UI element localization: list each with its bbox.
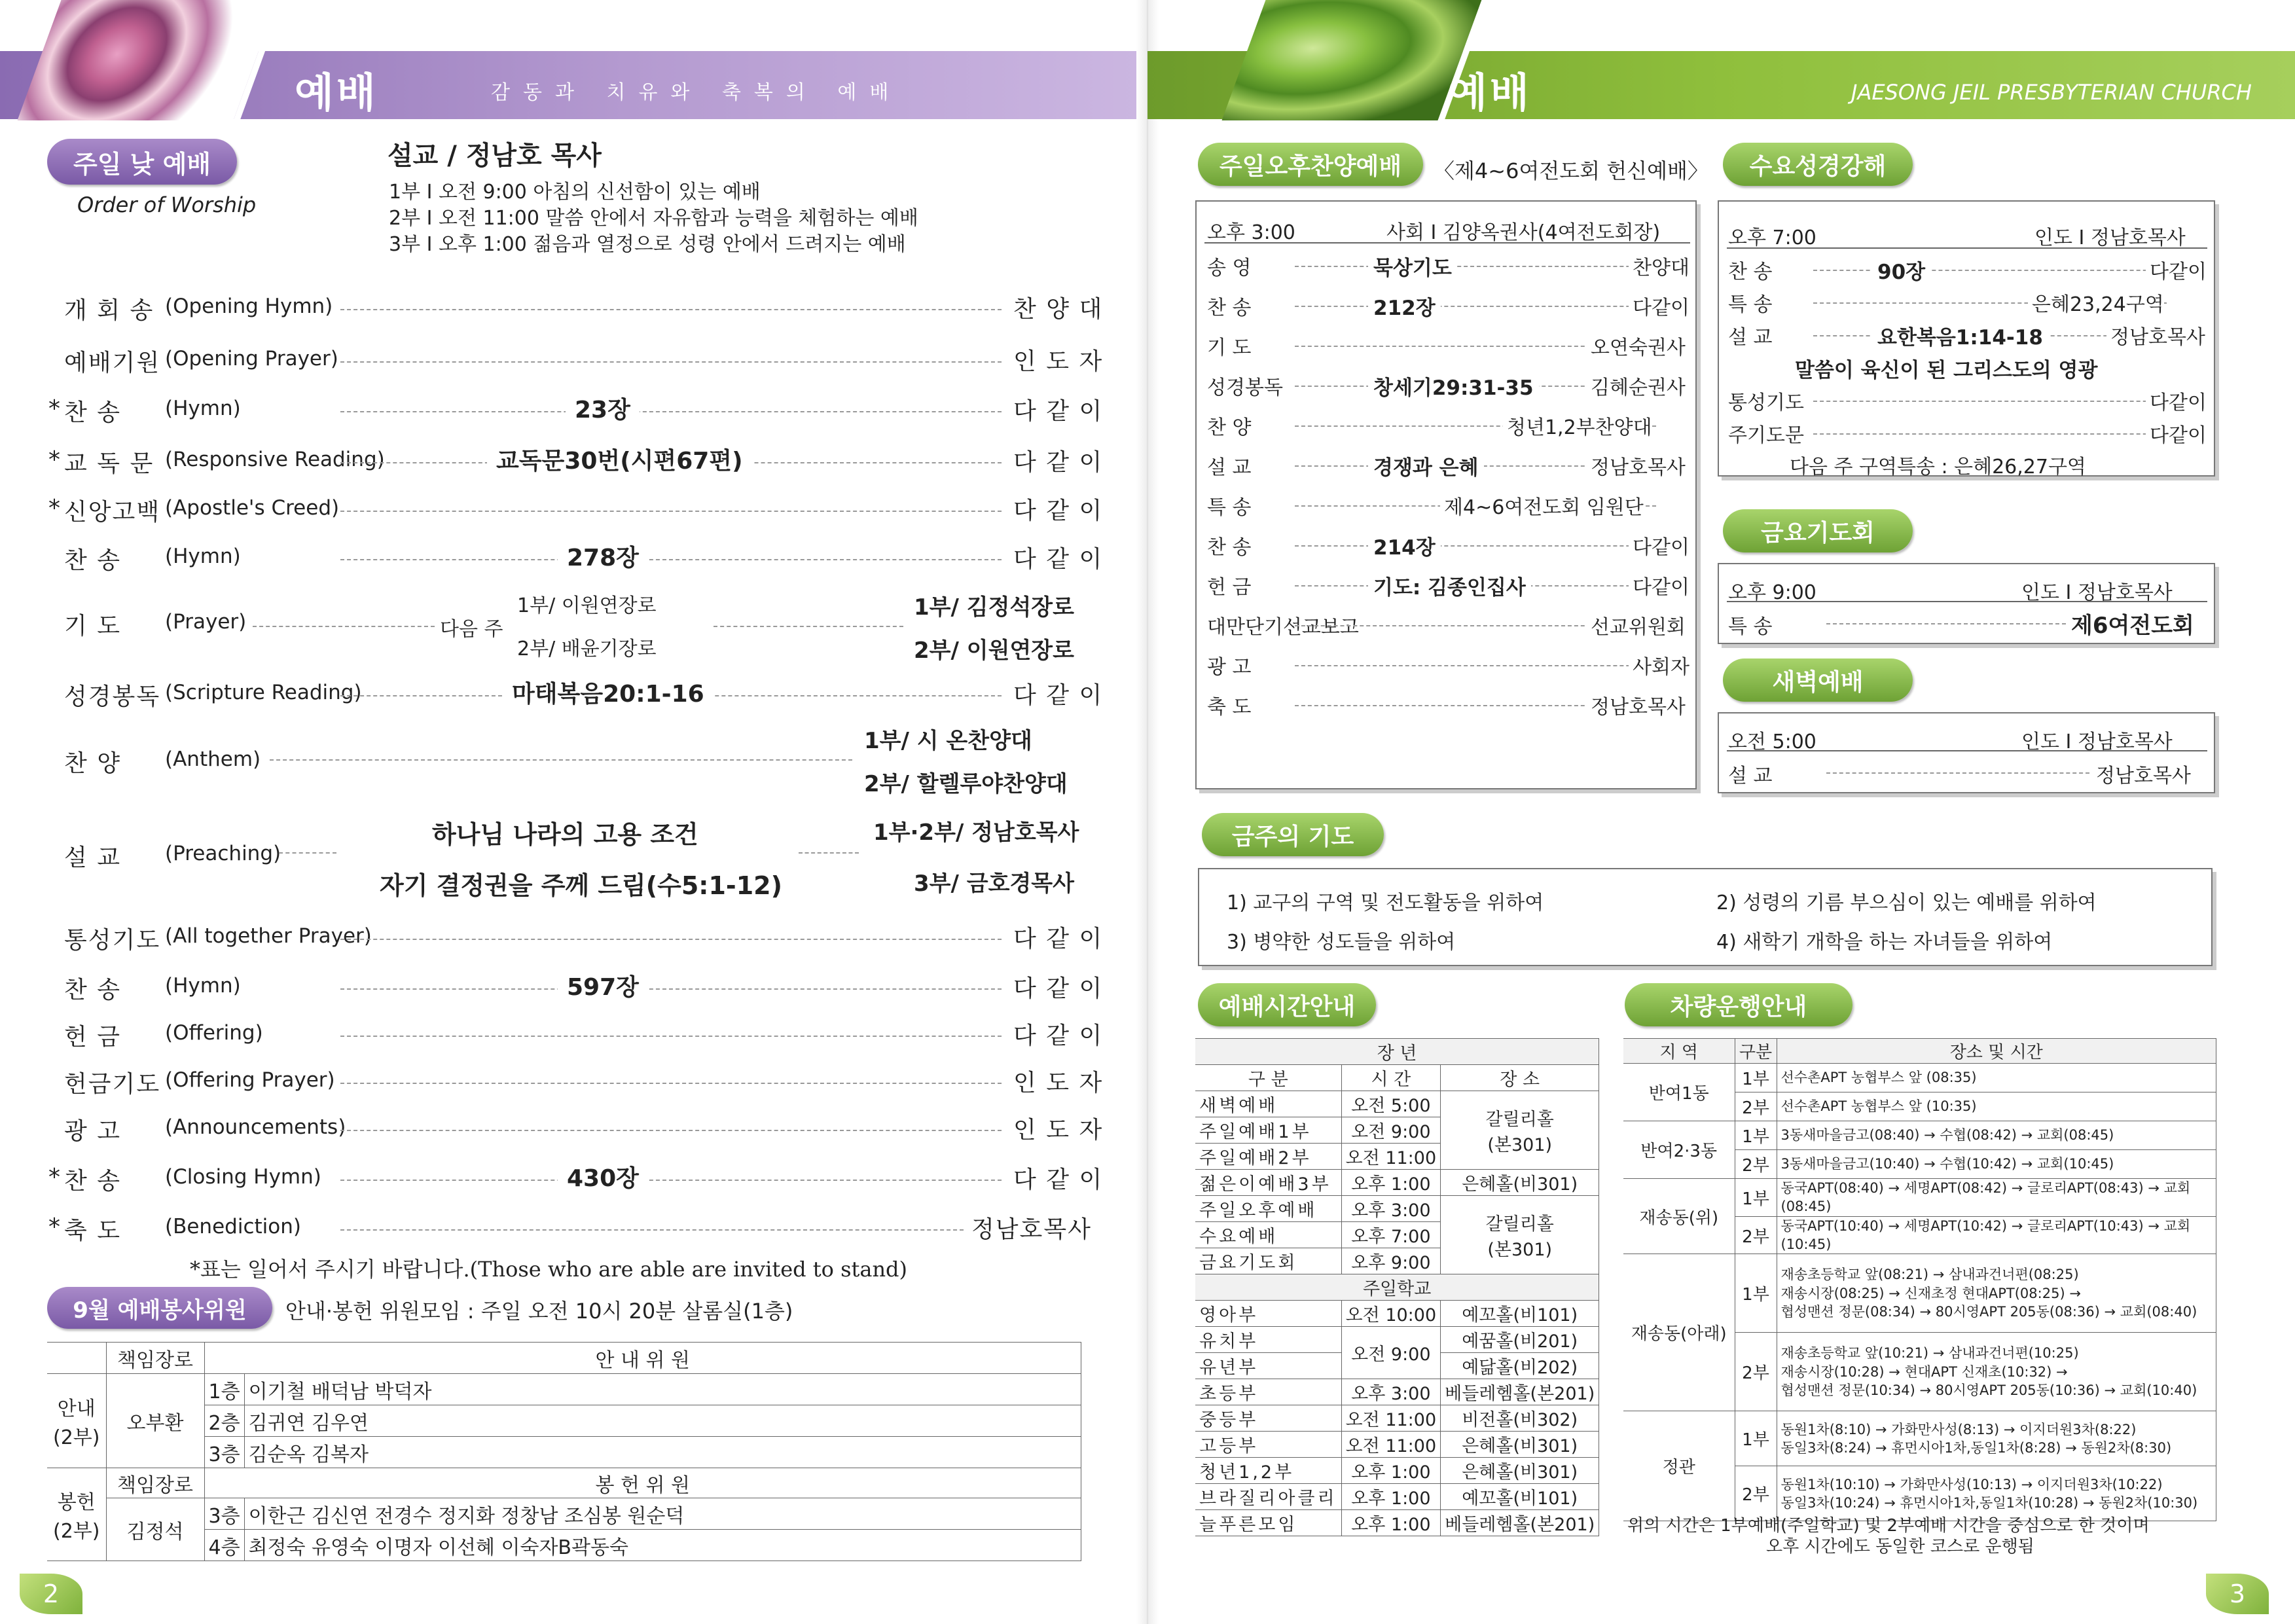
- order-item-english: (Anthem): [165, 748, 261, 771]
- order-item-english: (All together Prayer): [165, 924, 372, 948]
- afternoon-item-leader: 김혜순권사: [1587, 371, 1686, 400]
- divider: [1727, 601, 2207, 602]
- church-name: JAESONG JEIL PRESBYTERIAN CHURCH: [1851, 80, 2252, 105]
- school-time: 오전 9:00: [1341, 1327, 1441, 1379]
- order-item-name: 통성기도: [64, 927, 161, 954]
- schedule-time: 오후 7:00: [1341, 1222, 1441, 1248]
- school-place: 예꼬홀(비101): [1441, 1484, 1599, 1510]
- divider: [799, 852, 859, 854]
- school-place: 베들레헴홀(본201): [1441, 1510, 1599, 1536]
- standing-mark: *: [48, 1214, 62, 1240]
- school-time: 오후 3:00: [1341, 1379, 1441, 1405]
- order-item-name: 교 독 문: [64, 450, 154, 477]
- vehicle-part: 1부: [1735, 1064, 1777, 1092]
- order-item-detail: 430장: [558, 1160, 648, 1193]
- order-item-leader: 다 같 이: [1013, 393, 1103, 426]
- schedule-place: 은혜홀(비301): [1441, 1170, 1599, 1196]
- vehicle-table: [1623, 1038, 2216, 1521]
- vehicle-part: 1부: [1735, 1179, 1777, 1217]
- afternoon-item-leader: 청년1,2부찬양대: [1503, 411, 1652, 440]
- school-dept: 유치부: [1195, 1327, 1341, 1353]
- school-dept: 유년부: [1195, 1353, 1341, 1379]
- order-item-leader: 다 같 이: [1013, 541, 1103, 574]
- prayer-r2: 2부/ 이원연장로: [914, 638, 1074, 664]
- divider: [253, 626, 435, 627]
- order-item-leader: 정남호목사: [971, 1211, 1092, 1244]
- order-item-detail: 597장: [558, 969, 648, 1002]
- wednesday-item-leader: 다같이: [2146, 255, 2207, 284]
- divider: [1813, 270, 2167, 271]
- schedule-category: 금요기도회: [1195, 1248, 1341, 1274]
- school-dept: 고등부: [1195, 1432, 1341, 1458]
- afternoon-item-leader: 정남호목사: [1587, 451, 1686, 480]
- order-item-detail: 23장: [566, 391, 640, 425]
- page-number-left: 2: [20, 1574, 82, 1614]
- order-item-name: 기 도: [64, 613, 121, 640]
- schedule-category: 주일예배2부: [1195, 1144, 1341, 1170]
- afternoon-item-detail: 경쟁과 은혜: [1368, 451, 1484, 480]
- col-part: 구분: [1735, 1039, 1777, 1064]
- school-place: 은혜홀(비301): [1441, 1432, 1599, 1458]
- schedule-category: 주일오후예배: [1195, 1196, 1341, 1222]
- friday-leader: 인도 I 정남호목사: [2021, 581, 2173, 604]
- divider: [340, 1036, 1002, 1037]
- vehicle-pill: 차량운행안내: [1625, 983, 1852, 1026]
- vehicle-area: 정관: [1623, 1411, 1735, 1521]
- order-item-english: (Offering Prayer): [165, 1068, 335, 1092]
- dawn-item-name: 설 교: [1728, 765, 1773, 787]
- order-item-leader: 다 같 이: [1013, 1161, 1103, 1195]
- order-item-detail: 마태복음20:1-16: [503, 676, 714, 709]
- afternoon-time: 오후 3:00: [1207, 221, 1295, 244]
- vehicle-area: 반여2·3동: [1623, 1121, 1735, 1179]
- vehicle-route: 선수촌APT 농협부스 앞 (10:35): [1777, 1092, 2216, 1121]
- order-item-english: (Preaching): [165, 842, 281, 865]
- order-item-leader: 인 도 자: [1013, 1111, 1103, 1145]
- wednesday-item-leader: 다같이: [2146, 386, 2207, 415]
- dawn-time: 오전 5:00: [1728, 731, 1816, 753]
- school-time: 오후 1:00: [1341, 1484, 1441, 1510]
- anthem-r2: 2부/ 할렐루야찬양대: [864, 771, 1068, 797]
- afternoon-leader: 사회 I 김양옥권사(4여전도회장): [1386, 221, 1661, 244]
- divider: [270, 759, 852, 761]
- prayer-item: 4) 새학기 개학을 하는 자녀들을 위하여: [1716, 931, 2053, 954]
- afternoon-item-detail: 창세기29:31-35: [1368, 371, 1539, 401]
- school-time: 오전 10:00: [1341, 1301, 1441, 1327]
- order-item-name: 찬 양: [64, 750, 121, 777]
- wednesday-item-detail: 90장: [1872, 255, 1930, 285]
- vehicle-route: 재송초등학교 앞(10:21) → 삼내과건너편(10:25) 재송시장(10:28) → 현대APT 신재초(10:32) → 협성맨션 정문(10:34) → 80시영APT 205동(10:36) → 교회(10:40): [1777, 1333, 2216, 1411]
- order-item-leader: 찬 양 대: [1013, 291, 1103, 324]
- school-place: 비전홀(비302): [1441, 1405, 1599, 1432]
- school-dept: 중등부: [1195, 1405, 1341, 1432]
- school-dept: 청년1,2부: [1195, 1458, 1341, 1484]
- schedule-category: 수요예배: [1195, 1222, 1341, 1248]
- order-item-english: (Prayer): [165, 610, 247, 634]
- order-item-english: (Closing Hymn): [165, 1165, 321, 1189]
- prayer-item: 2) 성령의 기름 부으심이 있는 예배를 위하여: [1716, 892, 2097, 914]
- adult-header: 장 년: [1195, 1039, 1599, 1065]
- col-category: 구 분: [1195, 1065, 1341, 1091]
- afternoon-item-detail: 212장: [1368, 291, 1441, 321]
- col-route: 장소 및 시간: [1777, 1039, 2216, 1064]
- spacer-cell: [47, 1343, 106, 1374]
- school-dept: 초등부: [1195, 1379, 1341, 1405]
- standing-footnote: *표는 일어서 주시기 바랍니다.(Those who are able are invited to stand): [190, 1257, 908, 1282]
- afternoon-item-detail: 묵상기도: [1368, 251, 1457, 281]
- afternoon-item-leader: 찬양대: [1629, 251, 1690, 280]
- wednesday-item-leader: 다같이: [2146, 419, 2207, 448]
- vehicle-part: 2부: [1735, 1150, 1777, 1179]
- order-item-leader: 인 도 자: [1013, 343, 1103, 376]
- wednesday-leader: 인도 I 정남호목사: [2034, 226, 2186, 249]
- flower-image: [18, 0, 284, 120]
- schedule-time: 오후 1:00: [1341, 1170, 1441, 1196]
- school-place: 베들레헴홀(본201): [1441, 1379, 1599, 1405]
- divider: [1727, 247, 2207, 249]
- divider: [340, 511, 1002, 512]
- elder-header: 책임장로: [106, 1468, 204, 1498]
- names-cell: 김순옥 김복자: [244, 1437, 1081, 1468]
- vehicle-part: 2부: [1735, 1216, 1777, 1254]
- order-item-name: 축 도: [64, 1218, 121, 1244]
- wednesday-item-name: 설 교: [1728, 326, 1773, 349]
- weekly-prayer-pill: 금주의 기도: [1202, 813, 1384, 856]
- school-time: 오후 1:00: [1341, 1458, 1441, 1484]
- order-item-detail: 278장: [558, 539, 648, 573]
- offer-elder: 김정석: [106, 1498, 204, 1561]
- school-place: 은혜홀(비301): [1441, 1458, 1599, 1484]
- order-item-name: 예배기원: [64, 350, 161, 376]
- order-item-name: 개 회 송: [64, 297, 154, 324]
- order-item-leader: 다 같 이: [1013, 492, 1103, 526]
- standing-mark: *: [48, 446, 62, 473]
- order-item-english: (Hymn): [165, 545, 241, 568]
- afternoon-item-detail: 214장: [1368, 531, 1441, 560]
- order-item-name: 찬 송: [64, 399, 121, 426]
- preaching-r1: 1부·2부/ 정남호목사: [873, 820, 1079, 846]
- order-item-leader: 다 같 이: [1013, 444, 1103, 477]
- order-item-name: 신앙고백: [64, 499, 161, 526]
- wednesday-next: 다음 주 구역특송 : 은혜26,27구역: [1790, 456, 2086, 478]
- school-dept: 영아부: [1195, 1301, 1341, 1327]
- preaching-r2: 3부/ 금호경목사: [914, 871, 1074, 897]
- afternoon-item-name: 설 교: [1207, 456, 1252, 479]
- afternoon-item-name: 축 도: [1207, 696, 1252, 719]
- volunteer-pill: 9월 예배봉사위원: [47, 1287, 272, 1329]
- vehicle-route: 동원1차(10:10) → 가화만사성(10:13) → 이지더원3차(10:22) 동일3차(10:24) → 휴먼시아1차,동일1차(10:28) → 동원2차(10:30): [1777, 1466, 2216, 1521]
- divider: [279, 852, 336, 854]
- divider: [340, 1130, 1002, 1131]
- vehicle-area: 재송동(아래): [1623, 1254, 1735, 1411]
- names-cell: 이기철 배덕남 박덕자: [244, 1374, 1081, 1405]
- friday-item-name: 특 송: [1728, 615, 1773, 638]
- names-cell: 이한근 김신연 전경수 정지화 정창남 조심봉 원순덕: [244, 1498, 1081, 1530]
- wednesday-item-name: 통성기도: [1728, 391, 1804, 414]
- afternoon-note: 〈제4~6여전도회 헌신예배〉: [1434, 158, 1708, 183]
- preaching-title-1: 하나님 나라의 고용 조건: [432, 820, 698, 849]
- schedule-time: 오전 9:00: [1341, 1117, 1441, 1144]
- afternoon-item-name: 성경봉독: [1207, 376, 1283, 399]
- afternoon-worship-pill: 주일오후찬양예배: [1198, 143, 1423, 186]
- afternoon-item-name: 찬 송: [1207, 536, 1252, 559]
- order-item-leader: 다 같 이: [1013, 1017, 1103, 1051]
- order-item-name: 헌 금: [64, 1024, 121, 1051]
- afternoon-item-name: 광 고: [1207, 656, 1252, 679]
- divider: [340, 988, 1002, 990]
- vehicle-route: 3동새마을금고(10:40) → 수협(10:42) → 교회(10:45): [1777, 1150, 2216, 1179]
- afternoon-item-leader: 다같이: [1629, 571, 1690, 600]
- vehicle-route: 재송초등학교 앞(08:21) → 삼내과건너편(08:25) 재송시장(08:25) → 신재초정 현대APT(08:25) → 협성맨션 정문(08:34) → 80시영APT 205동(08:36) → 교회(08:40): [1777, 1254, 2216, 1333]
- page-number-right: 3: [2206, 1574, 2269, 1614]
- wednesday-item-name: 주기도문: [1728, 424, 1804, 447]
- friday-pill: 금요기도회: [1723, 509, 1913, 552]
- order-item-english: (Scripture Reading): [165, 681, 362, 704]
- guide-label: 안내 (2부): [47, 1374, 106, 1468]
- school-place: 예꿈홀(비201): [1441, 1327, 1599, 1353]
- school-dept: 브라질리아클리: [1195, 1484, 1341, 1510]
- afternoon-item-name: 특 송: [1207, 496, 1252, 519]
- order-item-english: (Benediction): [165, 1215, 301, 1238]
- anthem-r1: 1부/ 시 온찬양대: [864, 728, 1032, 754]
- order-item-leader: 인 도 자: [1013, 1064, 1103, 1098]
- guide-header: 안 내 위 원: [204, 1343, 1081, 1374]
- order-item-english: (Hymn): [165, 974, 241, 998]
- divider: [340, 1180, 1002, 1181]
- school-time: 오전 11:00: [1341, 1432, 1441, 1458]
- order-item-name: 헌금기도: [64, 1071, 161, 1098]
- divider: [340, 939, 1002, 940]
- order-item-name: 찬 송: [64, 1168, 121, 1195]
- divider: [1295, 306, 1656, 307]
- vehicle-part: 2부: [1735, 1092, 1777, 1121]
- schedule-time: 오후 9:00: [1341, 1248, 1441, 1274]
- divider: [340, 411, 1002, 412]
- schedule-time: 오전 11:00: [1341, 1144, 1441, 1170]
- vehicle-area: 재송동(위): [1623, 1179, 1735, 1254]
- vehicle-route: 선수촌APT 농협부스 앞 (08:35): [1777, 1064, 2216, 1092]
- service-3: 3부 I 오후 1:00 젊음과 열정으로 성령 안에서 드려지는 예배: [389, 233, 906, 256]
- page-fold: [1136, 0, 1159, 1624]
- vehicle-note-2: 오후 시간에도 동일한 코스로 운행됨: [1766, 1537, 2034, 1557]
- wednesday-pill: 수요성경강해: [1723, 143, 1913, 186]
- left-page-subtitle: 감동과 치유와 축복의 예배: [491, 81, 902, 104]
- schedule-category: 새벽예배: [1195, 1091, 1341, 1117]
- prayer-item: 1) 교구의 구역 및 전도활동을 위하여: [1227, 892, 1544, 914]
- schedule-table: [1195, 1038, 1599, 1536]
- schedule-place: 갈릴리홀 (본301): [1441, 1196, 1599, 1274]
- wednesday-item-detail: 요한복음1:14-18: [1872, 321, 2048, 350]
- col-place: 장 소: [1441, 1065, 1599, 1091]
- order-item-name: 성경봉독: [64, 683, 161, 710]
- vehicle-note-1: 위의 시간은 1부예배(주일학교) 및 2부예배 시간을 중심으로 한 것이며: [1627, 1516, 2150, 1536]
- order-item-detail: 교독문30번(시편67편): [487, 442, 752, 476]
- order-item-name: 찬 송: [64, 547, 121, 574]
- school-time: 오전 11:00: [1341, 1405, 1441, 1432]
- col-area: 지 역: [1623, 1039, 1735, 1064]
- order-item-leader: 다 같 이: [1013, 677, 1103, 710]
- wednesday-item-leader: 정남호목사: [2106, 321, 2205, 350]
- friday-time: 오후 9:00: [1728, 581, 1816, 604]
- order-item-english: (Announcements): [165, 1115, 346, 1139]
- order-item-english: (Opening Hymn): [165, 295, 333, 318]
- prayer-r1: 1부/ 김정석장로: [914, 594, 1074, 621]
- divider: [1813, 433, 2167, 435]
- divider: [1813, 401, 2167, 402]
- service-2: 2부 I 오전 11:00 말씀 안에서 자유함과 능력을 체험하는 예배: [389, 207, 918, 230]
- schedule-category: 주일예배1부: [1195, 1117, 1341, 1144]
- afternoon-item-detail: 기도: 김종인집사: [1368, 571, 1531, 600]
- divider: [1295, 665, 1656, 666]
- school-dept: 늘푸른모임: [1195, 1510, 1341, 1536]
- vehicle-part: 1부: [1735, 1411, 1777, 1466]
- vehicle-route: 동국APT(10:40) → 세명APT(10:42) → 글로리APT(10:43) → 교회(10:45): [1777, 1216, 2216, 1254]
- order-item-english: (Responsive Reading): [165, 448, 385, 471]
- wednesday-item-name: 특 송: [1728, 293, 1773, 316]
- divider: [340, 1083, 1002, 1084]
- order-item-leader: 다 같 이: [1013, 920, 1103, 954]
- sermon-title: 설교 / 정남호 목사: [388, 141, 602, 171]
- vehicle-part: 1부: [1735, 1121, 1777, 1150]
- afternoon-item-leader: 선교위원회: [1587, 611, 1686, 640]
- volunteer-table: [47, 1342, 1081, 1561]
- vehicle-route: 동국APT(08:40) → 세명APT(08:42) → 글로리APT(08:43) → 교회(08:45): [1777, 1179, 2216, 1217]
- afternoon-item-name: 대만단기선교보고: [1207, 616, 1359, 639]
- divider: [1727, 750, 2207, 751]
- divider: [1295, 266, 1656, 267]
- left-page-title: 예배: [295, 69, 378, 117]
- wednesday-item-leader: 은혜23,24구역: [2028, 288, 2164, 317]
- vehicle-part: 2부: [1735, 1466, 1777, 1521]
- divider: [340, 1229, 964, 1231]
- vehicle-part: 2부: [1735, 1333, 1777, 1411]
- afternoon-item-leader: 제4~6여전도회 임원단: [1440, 491, 1644, 520]
- school-time: 오후 1:00: [1341, 1510, 1441, 1536]
- school-place: 예꼬홀(비101): [1441, 1301, 1599, 1327]
- vehicle-route: 3동새마을금고(08:40) → 수협(08:42) → 교회(08:45): [1777, 1121, 2216, 1150]
- guide-elder: 오부환: [106, 1374, 204, 1468]
- dawn-leader: 인도 I 정남호목사: [2021, 731, 2173, 753]
- afternoon-item-leader: 오연숙권사: [1587, 331, 1686, 360]
- schedule-place: 갈릴리홀 (본301): [1441, 1091, 1599, 1170]
- sunday-worship-pill: 주일 낮 예배: [47, 139, 237, 185]
- dawn-pill: 새벽예배: [1723, 659, 1913, 702]
- afternoon-item-leader: 정남호목사: [1587, 691, 1686, 719]
- standing-mark: *: [48, 1164, 62, 1191]
- schedule-time: 오전 5:00: [1341, 1091, 1441, 1117]
- offer-label: 봉헌 (2부): [47, 1468, 106, 1561]
- afternoon-item-leader: 다같이: [1629, 531, 1690, 560]
- afternoon-item-name: 찬 송: [1207, 297, 1252, 319]
- floor-cell: 4층: [204, 1530, 244, 1561]
- order-item-english: (Offering): [165, 1021, 263, 1045]
- volunteer-note: 안내·봉헌 위원모임 : 주일 오전 10시 20분 살롬실(1층): [285, 1299, 793, 1324]
- divider: [1826, 623, 2066, 624]
- floor-cell: 3층: [204, 1498, 244, 1530]
- vehicle-area: 반여1동: [1623, 1064, 1735, 1121]
- schedule-pill: 예배시간안내: [1198, 983, 1376, 1026]
- afternoon-item-leader: 사회자: [1629, 651, 1690, 679]
- afternoon-item-name: 헌 금: [1207, 576, 1252, 599]
- order-item-name: 광 고: [64, 1118, 121, 1145]
- right-page-title: 예배: [1448, 69, 1532, 117]
- elder-header: 책임장로: [106, 1343, 204, 1374]
- wednesday-item-name: 찬 송: [1728, 261, 1773, 283]
- schedule-category: 젊은이예배3부: [1195, 1170, 1341, 1196]
- school-place: 예닮홀(비202): [1441, 1353, 1599, 1379]
- school-header: 주일학교: [1195, 1274, 1599, 1301]
- order-item-english: (Apostle's Creed): [165, 496, 340, 520]
- prayer-item: 3) 병약한 성도들을 위하여: [1227, 931, 1456, 954]
- friday-item-right: 제6여전도회: [2071, 613, 2194, 639]
- order-item-english: (Opening Prayer): [165, 347, 338, 370]
- afternoon-item-name: 기 도: [1207, 336, 1252, 359]
- service-1: 1부 I 오전 9:00 아침의 신선함이 있는 예배: [389, 181, 761, 204]
- floor-cell: 1층: [204, 1374, 244, 1405]
- divider: [1295, 545, 1656, 547]
- order-of-worship-label: Order of Worship: [77, 192, 257, 217]
- divider: [1826, 772, 2089, 774]
- afternoon-item-leader: 다같이: [1629, 291, 1690, 320]
- divider: [340, 309, 1002, 310]
- vehicle-route: 동원1차(8:10) → 가화만사성(8:13) → 이지더원3차(8:22) 동일3차(8:24) → 휴먼시아1차,동일1차(8:28) → 동원2차(8:30): [1777, 1411, 2216, 1466]
- prayer-next-week: 다음 주: [440, 618, 503, 641]
- order-item-name: 찬 송: [64, 977, 121, 1003]
- afternoon-item-name: 송 영: [1207, 257, 1252, 280]
- col-time: 시 간: [1341, 1065, 1441, 1091]
- prayer-p2: 2부/ 배윤기장로: [517, 638, 657, 660]
- standing-mark: *: [48, 395, 62, 422]
- standing-mark: *: [48, 495, 62, 522]
- names-cell: 최정숙 유영숙 이명자 이선혜 이숙자B곽동숙: [244, 1530, 1081, 1561]
- order-item-name: 설 교: [64, 844, 121, 871]
- divider: [1204, 242, 1690, 244]
- vehicle-part: 1부: [1735, 1254, 1777, 1333]
- floor-cell: 3층: [204, 1437, 244, 1468]
- names-cell: 김귀연 김우연: [244, 1405, 1081, 1437]
- offer-header: 봉 헌 위 원: [204, 1468, 1081, 1498]
- prayer-p1: 1부/ 이원연장로: [517, 594, 657, 617]
- wednesday-item-detail: 말씀이 육신이 된 그리스도의 영광: [1790, 353, 2103, 383]
- floor-cell: 2층: [204, 1405, 244, 1437]
- divider: [714, 626, 903, 627]
- dawn-item-right: 정남호목사: [2096, 765, 2191, 787]
- divider: [340, 361, 1002, 363]
- divider: [340, 559, 1002, 560]
- schedule-time: 오후 3:00: [1341, 1196, 1441, 1222]
- wednesday-time: 오후 7:00: [1728, 226, 1816, 249]
- order-item-english: (Hymn): [165, 397, 241, 420]
- afternoon-item-name: 찬 양: [1207, 416, 1252, 439]
- preaching-title-2: 자기 결정권을 주께 드림(수5:1-12): [380, 871, 782, 900]
- order-item-leader: 다 같 이: [1013, 970, 1103, 1003]
